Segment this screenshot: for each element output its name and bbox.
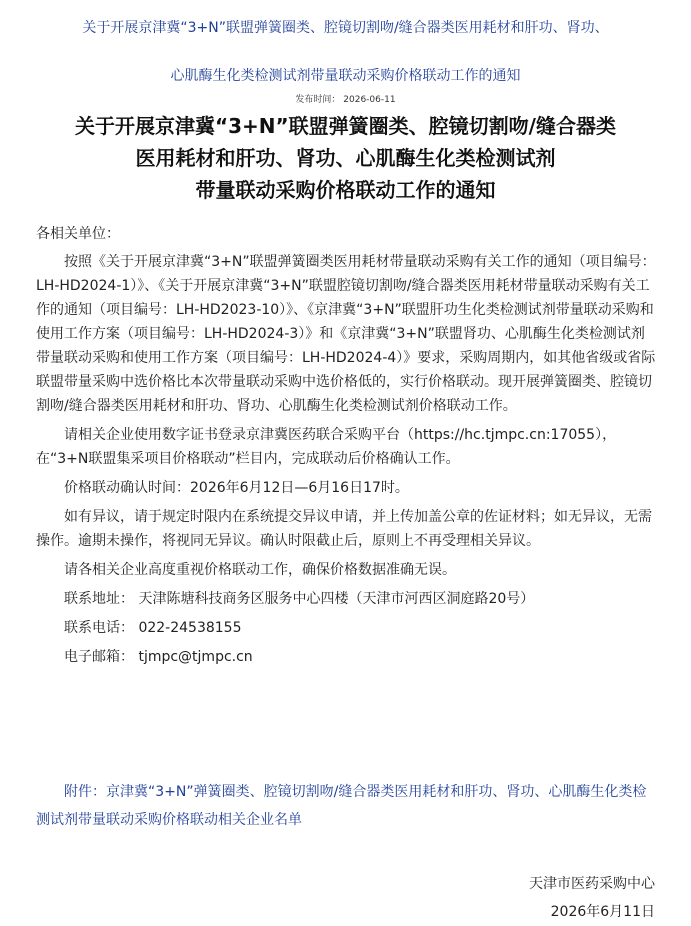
attachment-link[interactable]: 附件：京津冀“3+N”弹簧圈类、腔镜切割吻/缝合器类医用耗材和肝功、肾功、心肌酶生化类检测试剂带量联动采购价格联动相关企业名单	[36, 784, 647, 828]
signature-date: 2026年6月11日	[550, 904, 655, 920]
article-title-line2: 医用耗材和肝功、肾功、心肌酶生化类检测试剂	[135, 146, 556, 170]
paragraph-basis: 按照《关于开展京津冀“3+N”联盟弹簧圈类医用耗材带量联动采购有关工作的通知（项目编号：LH-HD2024-1）》、《关于开展京津冀“3+N”联盟腔镜切割吻/缝合器类医用耗材带量联动采购有关工作的通知（项目编号：LH-HD2023-10）》、《京津冀“3+N”联盟肝功生化类检测试剂带量联动采购和使用工作方案（项目编号：LH-HD2024-3）》和《京津冀“3+N”联盟肾功、心肌酶生化类检测试剂带量联动采购和使用工作方案（项目编号：LH-HD2024-4）》要求，采购周期内，如其他省级或省际联盟带量采购中选价格比本次带量联动采购中选价格低的，实行价格联动。现开展弹簧圈类、腔镜切割吻/缝合器类医用耗材和肝功、肾功、心肌酶生化类检测试剂价格联动工作。	[36, 254, 656, 414]
header-title-line2: 心肌酶生化类检测试剂带量联动采购价格联动工作的通知	[170, 68, 521, 84]
signature	[529, 870, 655, 926]
article-title-line1: 关于开展京津冀“3+N”联盟弹簧圈类、腔镜切割吻/缝合器类	[74, 114, 616, 138]
article-title-line3: 带量联动采购价格联动工作的通知	[195, 178, 496, 202]
paragraph-login: 请相关企业使用数字证书登录京津冀医药联合采购平台（https://hc.tjmpc.cn:17055），在“3+N联盟集采项目价格联动”栏目内，完成联动后价格确认工作。	[36, 427, 617, 467]
header-title-line1: 关于开展京津冀“3+N”联盟弹簧圈类、腔镜切割吻/缝合器类医用耗材和肝功、肾功、	[82, 20, 609, 36]
contact-phone: 联系电话： 022-24538155	[64, 620, 242, 636]
contact-email: 电子邮箱： tjmpc@tjmpc.cn	[64, 649, 253, 665]
contact-address: 联系地址： 天津陈塘科技商务区服务中心四楼（天津市河西区洞庭路20号）	[64, 591, 535, 607]
greeting: 各相关单位：	[36, 226, 120, 242]
signature-org: 天津市医药采购中心	[529, 876, 655, 892]
article-body	[36, 222, 658, 669]
article-title	[20, 110, 671, 206]
paragraph-deadline: 价格联动确认时间：2026年6月12日—6月16日17时。	[64, 480, 409, 496]
paragraph-objection: 如有异议，请于规定时限内在系统提交异议申请，并上传加盖公章的佐证材料；如无异议，无需操作。逾期未操作，将视同无异议。确认时限截止后，原则上不再受理相关异议。	[36, 509, 652, 549]
paragraph-notice: 请各相关企业高度重视价格联动工作，确保价格数据准确无误。	[64, 562, 456, 578]
publish-date: 发布时间： 2026-06-11	[295, 95, 396, 105]
